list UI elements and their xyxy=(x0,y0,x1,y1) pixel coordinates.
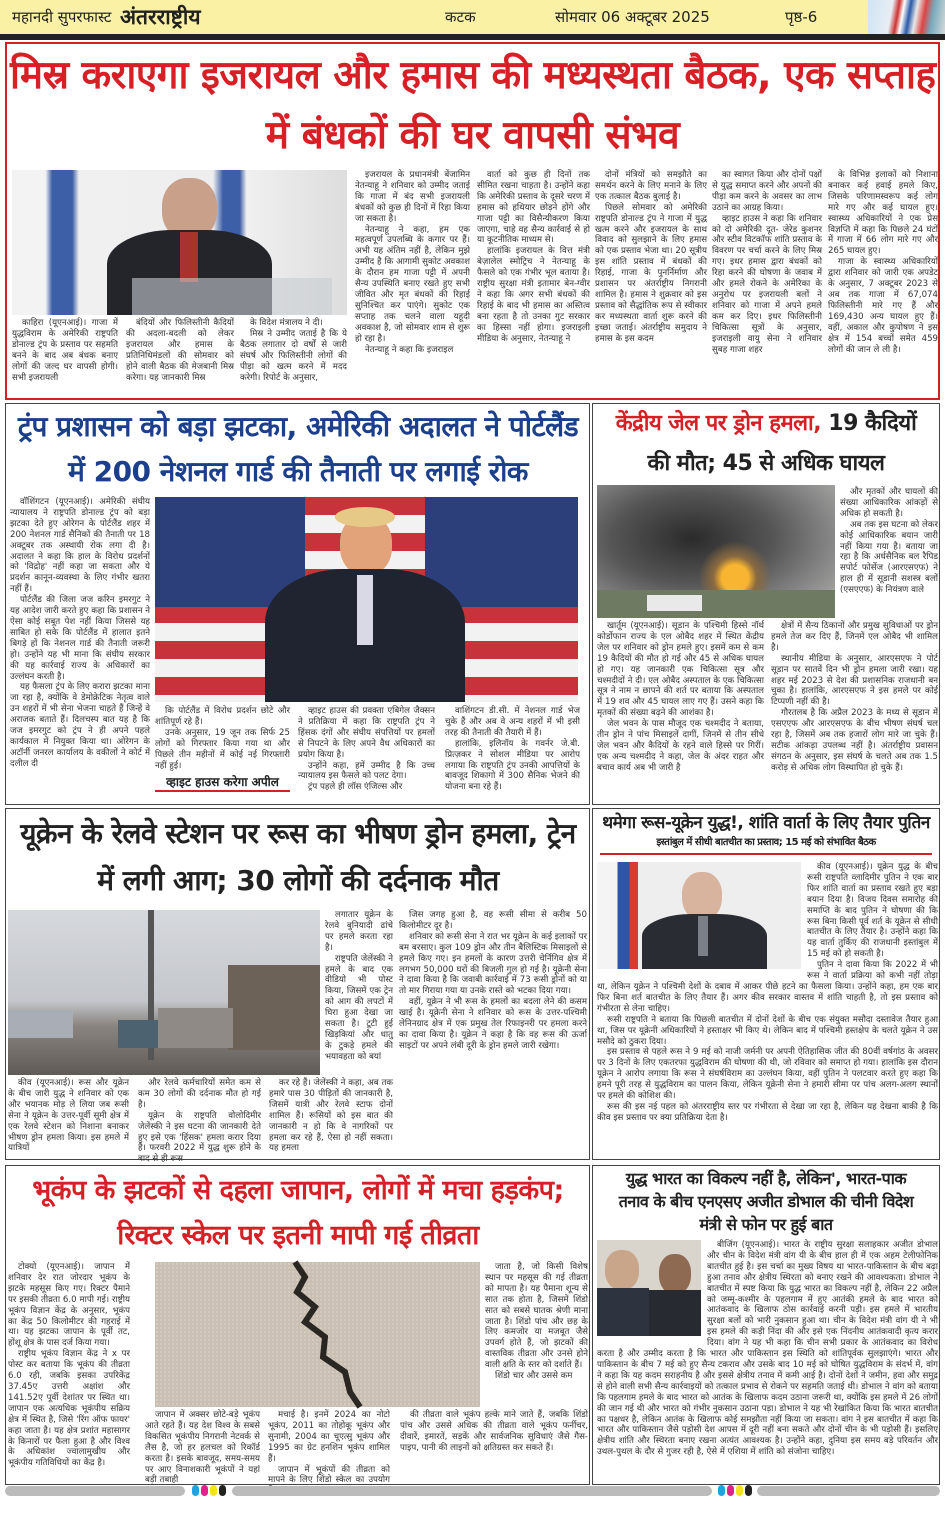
paragraph: वाशिंगटन डी.सी. में नेशनल गार्ड भेज चुके हैं और अब वे अन्य शहरों में भी इसी तरह की तैनाती की तैयारी में हैं। xyxy=(445,706,580,738)
paragraph: पिछले सोमवार को अमेरिकी राष्ट्रपति डोनाल्ड ट्रंप ने गाजा में युद्ध खत्म करने और इजरायल के साथ विवाद को सुलझाने के लिए हमास को एक प्रस्ताव भेजा था। 20 सूत्रीय इस शांति प्रस्ताव में बंधकों की रिहाई, गाजा के पुनर्निर्माण और प्रशासन पर अंतर्राष्ट्रीय निगरानी शामिल है। हमास ने शुक्रवार को इस प्रस्ताव को सैद्धांतिक रूप से स्वीकार कर मध्यस्थता वार्ता शुरू करने की इच्छा जताई। अंतर्राष्ट्रीय समुदाय ने हमास के इस कदम xyxy=(595,202,707,344)
paragraph: राष्ट्रपति जेलेंस्की ने हमले के बाद एक वीडियो भी पोस्ट किया, जिसमें एक ट्रेन को आग की लपटों में घिरा हुआ देखा जा सकता है। टूटी हुई खिड़कियां और धातु के टुकड़े हमले की भयावहता को बयां xyxy=(325,953,393,1062)
registration-bar xyxy=(757,1486,940,1496)
paragraph: वॉशिंगटन (यूएनआई)। अमेरिकी संघीय न्यायालय ने राष्ट्रपति डोनाल्ड ट्रंप को बड़ा झटका देते हुए ओरेगन के पोर्टलैंड शहर में 200 नेशनल गार्ड सैनिकों की तैनाती पर 18 अक्टूबर तक अस्थायी रोक लगा दी है। अदालत ने कहा कि हाल के विरोध प्रदर्शनों को 'विद्रोह' नहीं कहा जा सकता और ये प्रदर्शन कानून-व्यवस्था के लिए गंभीर खतरा नहीं हैं। xyxy=(10,497,150,595)
paragraph: जेल भवन के पास मौजूद एक चश्मदीद ने बताया, तीन ड्रोन ने पांच मिसाइलें दागीं, जिनमें से तीन सीधे जेल भवन और कैदियों के रहने वाले हिस्से पर गिरीं। एक अन्य चश्मदीद ने कहा, जेल के अंदर राहत और बचाव कार्य अब भी जारी है xyxy=(597,719,764,773)
paragraph: गाजा के स्वास्थ्य अधिकारियों द्वारा शनिवार को जारी एक अपडेट के अनुसार, 7 अक्टूबर 2023 से अब तक गाजा में 67,074 फिलिस्तीनी मारे गए हैं और 169,430 अन्य घायल हुए हैं। वहीं, अकाल और कुपोषण ने इस क्षेत्र में 154 बच्चों समेत 459 लोगों की जान ले ली है। xyxy=(828,257,938,355)
cmyk-dot xyxy=(219,1485,226,1496)
text-column xyxy=(597,862,938,1156)
paragraph: स्थानीय मीडिया के अनुसार, आरएसएफ ने पोर्ट सूडान पर सातवें दिन भी ड्रोन हमला जारी रखा। यह शहर मई 2023 से देश की प्रशासनिक राजधानी बन चुका है। हालांकि, आरएसएफ ने इस हमले पर कोई टिप्पणी नहीं की है। xyxy=(771,653,938,708)
headline-black-part: 19 कैदियों xyxy=(828,411,917,436)
cmyk-dot xyxy=(727,1485,734,1496)
date: सोमवार 06 अक्टूबर 2025 xyxy=(555,8,710,26)
paragraph: वहीं, यूक्रेन ने भी रूस के हमलों का बदला लेने की कसम खाई है। यूक्रेनी सेना ने शनिवार को रूस के उत्तर-पश्चिमी लेनिनग्राद क्षेत्र में एक प्रमुख तेल रिफाइनरी पर हमला करने का दावा किया है। यूक्रेन ने कहा है कि वह रूस की ऊर्जा साइटों पर अपने लंबी दूरी के ड्रोन हमले जारी रखेगा। xyxy=(399,997,587,1051)
subheadline-putin xyxy=(600,836,932,855)
headline-line: में 200 नेशनल गार्ड की तैनाती पर लगाई रोक xyxy=(68,455,528,488)
paragraph: यूक्रेन के राष्ट्रपति वोलोदिमीर जेलेंस्की ने इस घटना की जानकारी देते हुए इसे एक 'हिंसक' हमला करार दिया है। फरवरी 2022 में युद्ध शुरू होने के बाद से ही रूस xyxy=(138,1110,261,1165)
newspaper-name: महानदी सुपरफास्ट xyxy=(12,8,112,26)
paragraph: जाता है, जो किसी विशेष स्थान पर महसूस की गई तीव्रता को मापता है। यह पैमाना शून्य से सात तक होता है, जिसमें शिंडो सात को सबसे घातक श्रेणी माना जाता है। शिंडो पांच और छह के लिए कमजोर या मजबूत जैसे उपवर्ग होते हैं, जो झटकों की वास्तविक तीव्रता और उनसे होने वाली क्षति के स्तर को दर्शाते हैं। xyxy=(485,1262,588,1371)
headline-ukraine xyxy=(8,810,588,904)
paragraph: मिस्र ने उम्मीद जताई है कि ये बैठक लगातार दो वर्षों से जारी संघर्ष और फिलिस्तीनी लोगों की पीड़ा को खत्म करने में मदद करेगी। रिपोर्ट के अनुसार, xyxy=(240,328,347,383)
headline-line: तनाव के बीच एनएसए अजीत डोभाल की चीनी विदेश xyxy=(618,1192,914,1211)
page-number: पृष्ठ-6 xyxy=(785,8,818,26)
cmyk-dot xyxy=(192,1485,199,1496)
subheadline-text: इस्तांबुल में सीधी बातचीत का प्रस्ताव; 15 मई को संभावित बैठक xyxy=(656,837,876,848)
paragraph: कीव (यूएनआई)। यूक्रेन युद्ध के बीच रूसी राष्ट्रपति व्लादिमीर पुतिन ने एक बार फिर शांति वार्ता का प्रस्ताव रखते हुए बड़ा बयान दिया है। विजय दिवस समारोह की समाप्ति के बाद पुतिन ने घोषणा की कि रूस बिना किसी पूर्व शर्त के यूक्रेन से सीधी बातचीत के लिए तैयार है। उन्होंने कहा कि यह वार्ता तुर्किए की राजधानी इस्तांबुल में 15 मई को हो सकती है। xyxy=(807,862,938,960)
earthquake-crack-photo xyxy=(155,1262,480,1407)
doval-wangyi-photo xyxy=(597,1240,701,1336)
paragraph: और रेलवे कर्मचारियों समेत कम से कम 30 लोगों की दर्दनाक मौत हो गई है। xyxy=(138,1078,261,1110)
subheading-text: व्हाइट हाउस करेगा अपील xyxy=(166,775,279,790)
paragraph: रूस की इस नई पहल को अंतरराष्ट्रीय स्तर पर गंभीरता से देखा जा रहा है, लेकिन यह देखना बाकी है कि कीव इस प्रस्ताव पर क्या प्रतिक्रिया देता है। xyxy=(597,1101,938,1123)
crack-graphic xyxy=(155,1262,480,1407)
text-column xyxy=(138,1078,261,1165)
paragraph: और मृतकों और घायलों की संख्या आधिकारिक आंकड़ों से अधिक हो सकती है। xyxy=(840,487,938,519)
text-column xyxy=(840,487,938,621)
text-column xyxy=(298,706,435,802)
headline-doval xyxy=(594,1167,938,1236)
paragraph: जापान में अक्सर छोटे-बड़े भूकंप आते रहते हैं। यह देश विश्व के सबसे विकसित भूकंपीय निगरानी नेटवर्क से लैस है, जो हर हलचल को रिकॉर्ड करता है। इसके बावजूद, समय-समय पर आए विनाशकारी भूकंपों ने यहां बड़ी तबाही xyxy=(145,1410,260,1486)
text-column xyxy=(477,170,590,393)
paragraph: जापान में भूकंपों की तीव्रता को मापने के लिए शिंडो स्केल का उपयोग xyxy=(268,1464,390,1486)
text-column xyxy=(400,1410,588,1482)
headline-line: भूकंप के झटकों से दहला जापान, लोगों में मचा हड़कंप; xyxy=(32,1175,564,1206)
header-divider xyxy=(0,34,945,40)
paragraph: दोनों मंत्रियों को समझौते का समर्थन करने के लिए मनाने के लिए एक तत्काल बैठक बुलाई है। xyxy=(595,170,707,202)
paragraph: यह फैसला ट्रंप के लिए करारा झटका माना जा रहा है, क्योंकि वे डेमोक्रेटिक नेतृत्व वाले उन शहरों में भी सेना भेजना चाहते हैं जिन्हें वे अराजक बताते हैं। दिलचस्प बात यह है कि जज इमरगुट को ट्रंप ने ही अपने पहले कार्यकाल में नियुक्त किया था। ओरेगन के अटॉर्नी जनरल कार्यालय के वकीलों ने कोर्ट में दलील दी xyxy=(10,682,150,769)
headline-line: रिक्टर स्केल पर इतनी मापी गई तीव्रता xyxy=(117,1220,479,1251)
text-column xyxy=(145,1410,260,1486)
putin-photo xyxy=(597,862,801,969)
paragraph: रूसी राष्ट्रपति ने बताया कि पिछली बातचीत में दोनों देशों के बीच एक संयुक्त मसौदा दस्तावेज तैयार हुआ था, जिस पर यूक्रेनी अधिकारियों ने हस्ताक्षर भी किए थे। लेकिन बाद में पश्चिमी हस्तक्षेप के चलते यूक्रेन ने उस मसौदे को ठुकरा दिया। xyxy=(597,1014,938,1047)
train-attack-photo xyxy=(8,910,320,1075)
headline-line: यूक्रेन के रेलवे स्टेशन पर रूस का भीषण ड्रोन हमला, ट्रेन xyxy=(20,817,576,850)
paragraphs xyxy=(155,706,290,771)
paragraph: के विदेश मंत्रालय ने दी। xyxy=(250,318,323,328)
headline-red-part: केंद्रीय जेल पर ड्रोन हमला, xyxy=(615,411,822,436)
text-column xyxy=(597,621,764,803)
drone-attack-photo xyxy=(597,485,835,618)
headline-line: में लगी आग; 30 लोगों की दर्दनाक मौत xyxy=(97,864,499,897)
headline-line: मिस्र कराएगा इजरायल और हमास की मध्यस्थता बैठक, एक सप्ताह xyxy=(10,53,936,98)
text-column xyxy=(828,170,938,393)
headline-trump xyxy=(8,404,588,494)
headline-line: मंत्री से फोन पर हुई बात xyxy=(699,1215,833,1234)
cmyk-dot xyxy=(210,1485,217,1496)
cmyk-dot xyxy=(745,1485,752,1496)
paragraph: काहिरा (यूएनआई)। गाजा में युद्धविराम के अमेरिकी राष्ट्रपति डोनाल्ड ट्रंप के प्रस्ताव पर सहमति बनने के बाद अब बंधक बनाए लोगों की जल्द घर वापसी होगी। सभी इजरायली xyxy=(12,318,118,383)
text-column xyxy=(155,706,290,802)
paragraph: लगातार यूक्रेन के रेलवे बुनियादी ढांचे पर हमले करता रहा है। xyxy=(325,910,393,953)
text-column xyxy=(445,706,580,802)
headline-line: में बंधकों की घर वापसी संभव xyxy=(265,113,680,158)
paragraph: शिंडो चार और उससे कम xyxy=(495,1371,573,1382)
headline-gaza xyxy=(10,46,935,166)
text-column xyxy=(771,621,938,803)
text-column xyxy=(268,1410,390,1486)
paragraph: कि पोर्टलैंड में विरोध प्रदर्शन छोटे और शांतिपूर्ण रहे हैं। xyxy=(155,706,290,727)
text-column xyxy=(10,497,150,802)
headline-line: ट्रंप प्रशासन को बड़ा झटका, अमेरिकी अदालत ने पोर्टलैंड xyxy=(17,410,579,443)
paragraph: व्हाइट हाउस ने कहा कि शनिवार को दो अमेरिकी दूत- जेरेड कुशनर और स्टीव विटकॉफ शांति प्रस्ताव के विवरण पर चर्चा करने के लिए मिस्र गए। इधर हमास द्वारा बंधकों को रिहा करने की घोषणा के जवाब में और हमले रोकने के अमेरिका के अनुरोध पर इजरायली बलों ने शनिवार को गाजा में अपने हमले कम कर दिए। इधर फिलिस्तीनी चिकित्सा सूत्रों के अनुसार, इजराइली वायु सेना ने शनिवार सुबह गाजा शहर xyxy=(712,213,822,355)
paragraph: की तीव्रता वाले भूकंप हल्के माने जाते हैं, जबकि शिंडो पांच और उससे अधिक की तीव्रता वाले भूकंप फर्नीचर, दीवारें, इमारतें, सड़कें और सार्वजनिक सुविधाएं जैसे गैस-पाइप, पानी की लाइनों को क्षतिग्रस्त कर सकते हैं। xyxy=(400,1410,588,1453)
paragraph: उन्होंने कहा, हमें उम्मीद है कि उच्च न्यायालय इस फैसले को पलट देगा। xyxy=(298,760,435,782)
headline-putin xyxy=(594,811,938,835)
paragraph: कर रहे हैं। जेलेंस्की ने कहा, अब तक हमारे पास 30 पीड़ितों की जानकारी है, जिसमें यात्री और रेलवे स्टाफ दोनों शामिल हैं। रूसियों को इस बात की जानकारी न हो कि वे नागरिकों पर हमला कर रहे हैं, ऐसा हो नहीं सकता। यह हमला xyxy=(269,1078,393,1154)
registration-bar xyxy=(232,1486,712,1496)
paragraph: जिस जगह हुआ है, वह रूसी सीमा से करीब 50 किलोमीटर दूर है। xyxy=(399,910,587,931)
cmyk-dot xyxy=(718,1485,725,1496)
paragraph: पुतिन ने दावा किया कि 2022 में भी रूस ने वार्ता प्रक्रिया को कभी नहीं तोड़ा था, लेकिन यूक्रेन ने पश्चिमी देशों के दबाव में आकर पीछे हटने का फैसला किया। उन्होंने कहा, हम एक बार फिर बिना शर्त बातचीत के लिए तैयार हैं। अगर कीव सरकार वास्तव में शांति चाहती है, तो इस प्रस्ताव को गंभीरता से लेना चाहिए। xyxy=(597,960,938,1014)
text-column xyxy=(126,318,234,393)
paragraph: के विभिन्न इलाकों को निशाना बनाकर कई हवाई हमले किए, जिसके परिणामस्वरूप कई लोग मारे गए और कई घायल हुए। स्वास्थ्य अधिकारियों ने एक प्रेस विज्ञप्ति में कहा कि पिछले 24 घंटों में गाजा में 66 लोग मारे गए और 265 घायल हुए। xyxy=(828,170,938,257)
text-column xyxy=(712,170,822,393)
headline-line xyxy=(594,404,938,444)
text-column xyxy=(595,170,707,393)
headline-japan xyxy=(8,1168,588,1258)
paragraph: ट्रंप पहले ही लॉस एंजिल्स और xyxy=(308,782,403,793)
paragraph: का स्वागत किया और दोनों पक्षों से युद्ध समाप्त करने और अपनों की पीड़ा कम करने के अवसर का लाभ उठाने का आग्रह किया। xyxy=(712,170,822,213)
paragraph: बंदियों और फिलिस्तीनी कैदियों की अदला-बदली को लेकर इजरायल और हमास के प्रतिनिधिमंडलों की सोमवार को होने वाली बैठक की मेजबानी मिस्र करेगा। यह जानकारी मिस्र xyxy=(126,318,234,383)
headline-sudan xyxy=(594,404,938,484)
netanyahu-photo xyxy=(12,170,347,315)
registration-bar xyxy=(5,1486,185,1496)
text-column xyxy=(485,1262,588,1410)
headline-line: युद्ध भारत का विकल्प नहीं है, लेकिन', भारत-पाक xyxy=(625,1169,907,1188)
paragraph: कीव (यूएनआई)। रूस और यूक्रेन के बीच जारी युद्ध ने शनिवार को एक और भयानक मोड़ ले लिया जब रूसी सेना ने यूक्रेन के उत्तर-पूर्वी सूमी क्षेत्र में एक रेलवे स्टेशन को निशाना बनाकर भीषण ड्रोन हमला किया। इस हमले में यात्रियों xyxy=(8,1078,129,1154)
cmyk-dot xyxy=(736,1485,743,1496)
headline-line: थमेगा रूस-यूक्रेन युद्ध!, शांति वार्ता के लिए तैयार पुतिन xyxy=(602,813,930,833)
paragraph: इस प्रस्ताव से पहले रूस ने 9 मई को नाजी जर्मनी पर अपनी ऐतिहासिक जीत की 80वीं वर्षगांठ के अवसर पर 3 दिनों के लिए एकतरफा युद्धविराम की घोषणा की थी, जो रविवार को समाप्त हो गया। हालांकि इस दौरान यूक्रेन ने आरोप लगाया कि रूस ने संघर्षविराम का उल्लंघन किया, वहीं पुतिन ने पलटवार करते हुए कहा कि हमने पूरी तरह से युद्धविराम का पालन किया, लेकिन यूक्रेनी सेना ने हमारी सीमा पर पांच अलग-अलग स्थानों पर हमले की कोशिश की। xyxy=(597,1047,938,1102)
page-header xyxy=(0,0,945,34)
section-title: अंतरराष्ट्रीय xyxy=(120,5,201,29)
text-column xyxy=(12,318,118,393)
headline-line: की मौत; 45 से अधिक घायल xyxy=(647,451,885,476)
paragraph: नेतन्याहू ने कहा कि इजराइल xyxy=(365,344,454,355)
paragraph: नेतन्याहू ने कहा, हम एक महत्वपूर्ण उपलब्धि के कगार पर हैं। अभी यह अंतिम नहीं है, लेकिन मुझे उम्मीद है कि आगामी सुकोट अवकाश के दौरान हम गाजा पट्टी में अपनी सैन्य उपस्थिति बनाए रखते हुए सभी जीवित और मृत बंधकों की रिहाई सुनिश्चित कर पाएंगे। सुकोट एक सप्ताह तक चलने वाला यहूदी अवकाश है, जो सोमवार शाम से शुरू हो रहा है। xyxy=(355,224,470,344)
paragraph: राष्ट्रीय भूकंप विज्ञान केंद्र ने x पर पोस्ट कर बताया कि भूकंप की तीव्रता 6.0 रही, जबकि इसका उपरिकेंद्र 37.45ए उत्तरी अक्षांश और 141.52ए पूर्वी देशांतर पर स्थित था। जापान एक अत्यधिक भूकंपीय सक्रिय क्षेत्र में स्थित है, जिसे 'रिंग ऑफ फायर' कहा जाता है। यह क्षेत्र प्रशांत महासागर के किनारों पर फैला हुआ है और विश्व के अधिकांश ज्वालामुखीय और भूकंपीय गतिविधियों का केंद्र है। xyxy=(8,1349,130,1469)
paragraph: गौरतलब है कि अप्रैल 2023 के मध्य से सूडान में एसएएफ और आरएसएफ के बीच भीषण संघर्ष चल रहा है, जिसमें अब तक हजारों लोग मारे जा चुके हैं। सटीक आंकड़ा उपलब्ध नहीं है। अंतर्राष्ट्रीय प्रवासन संगठन के अनुसार, इस संघर्ष के चलते अब तक 1.5 करोड़ से अधिक लोग विस्थापित हो चुके हैं। xyxy=(771,708,938,773)
text-column xyxy=(8,1078,129,1158)
paragraph: इजरायल के प्रधानमंत्री बेंजामिन नेतन्याहू ने शनिवार को उम्मीद जताई कि गाजा में बंद सभी इजरायली बंधकों को कुछ ही दिनों में रिहा किया जा सकता है। xyxy=(355,170,470,224)
paragraph: शनिवार को रूसी सेना ने रात भर यूक्रेन के कई इलाकों पर बम बरसाए। कुल 109 ड्रोन और तीन बैलिस्टिक मिसाइलों से हमले किए गए। इन हमलों के कारण उत्तरी चेर्निगिव क्षेत्र में लगभग 50,000 घरों की बिजली गुल हो गई है। यूक्रेनी सेना ने दावा किया है कि जवाबी कार्रवाई में 73 रूसी ड्रोनों को या तो मार गिराया गया या उनके रास्ते को भटका दिया गया। xyxy=(399,931,587,997)
paragraph: हालांकि, इलिनॉय के गवर्नर जे.बी. प्रित्ज़कर ने सोशल मीडिया पर आरोप लगाया कि राष्ट्रपति ट्रंप उनकी आपत्तियों के बावजूद शिकागो में 300 सैनिक भेजने की योजना बना रहे हैं। xyxy=(445,738,580,793)
text-column xyxy=(8,1262,130,1482)
cmyk-dot xyxy=(201,1485,208,1496)
city: कटक xyxy=(445,8,476,26)
paragraph: पोर्टलैंड की जिला जज करिन इमरगुट ने यह आदेश जारी करते हुए कहा कि प्रशासन ने ऐसा कोई सबूत पेश नहीं किया जिससे यह साबित हो सके कि पोर्टलैंड में हालात इतने बिगड़े हों कि नेशनल गार्ड की तैनाती जरूरी हो। उन्होंने यह भी माना कि संघीय सरकार की यह कार्रवाई राज्य के अधिकारों का उल्लंघन करती है। xyxy=(10,595,150,682)
paragraph: क्षेत्रों में सैन्य ठिकानों और प्रमुख सुविधाओं पर ड्रोन हमले तेज कर दिए हैं, जिनमें एल ओबैद भी शामिल है। xyxy=(771,621,938,653)
paragraph: उनके अनुसार, 19 जून तक सिर्फ 25 लोगों को गिरफ्तार किया गया था और पिछले तीन महीनों में कोई नई गिरफ्तारी नहीं हुई। xyxy=(155,727,290,771)
text-column xyxy=(269,1078,393,1158)
paragraph: हालांकि इजरायल के वित्त मंत्री बेज़ालेल स्मोट्रिच ने नेतन्याहू के फैसले को एक गंभीर भूल बताया है। राष्ट्रीय सुरक्षा मंत्री इतामार बेन-ग्वीर ने कहा कि अगर सभी बंधकों की रिहाई के बाद भी हमास का अस्तित्व बना रहता है तो उनका गुट सरकार का हिस्सा नहीं होगा। इजराइली मीडिया के अनुसार, नेतन्याहू ने xyxy=(477,246,590,344)
subheading xyxy=(155,777,290,792)
paragraph: मचाई है। इनमें 2024 का नोटो भूकंप, 2011 का तोहोकू भूकंप और सुनामी, 2004 का चूएत्सु भूकंप और 1995 का ग्रेट हनशिन भूकंप शामिल हैं। xyxy=(268,1410,390,1464)
text-column xyxy=(325,910,393,1076)
trump-photo xyxy=(155,497,578,702)
paragraph: वार्ता को कुछ ही दिनों तक सीमित रखना चाहता है। उन्होंने कहा कि अमेरिकी प्रस्ताव के दूसरे चरण में हमास को हथियार छोड़ने होंगे और गाजा पट्टी का विसैन्यीकरण किया जाएगा, चाहे वह सैन्य कार्रवाई से हो या कूटनीतिक माध्यम से। xyxy=(477,170,590,246)
paragraph: खार्तूम (यूएनआई)। सूडान के पश्चिमी हिस्से नॉर्थ कोर्डोफान राज्य के एल ओबैद शहर में स्थित केंद्रीय जेल पर शनिवार को ड्रोन हमले हुए। इसमें कम से कम 19 कैदियों की मौत हो गई और 45 से अधिक घायल हो गए। यह जानकारी एक चिकित्सा सूत्र और चश्मदीदों ने दी। एल ओबैद अस्पताल के एक चिकित्सा सूत्र ने नाम न छापने की शर्त पर बताया कि अस्पताल में 19 शव और 45 घायल लाए गए हैं। उसने कहा कि मृतकों की संख्या बढ़ने की आशंका है। xyxy=(597,621,764,719)
paragraph: बीजिंग (यूएनआई)। भारत के राष्ट्रीय सुरक्षा सलाहकार अजीत डोभाल और चीन के विदेश मंत्री वांग यी के बीच हाल ही में एक अहम टेलीफोनिक बातचीत हुई है। इस चर्चा का मुख्य विषय था भारत-पाकिस्तान के बीच बढ़ा हुआ तनाव और क्षेत्रीय स्थिरता को बनाए रखने की आवश्यकता। डोभाल ने बातचीत में स्पष्ट किया कि युद्ध भारत का विकल्प नहीं है, लेकिन 22 अप्रैल को जम्मू-कश्मीर के पहलगाम में हुए आतंकी हमले के बाद भारत को आतंकवाद के खिलाफ ठोस कार्रवाई करनी पड़ी। इस हमले में भारतीय सुरक्षा बलों को भारी नुकसान हुआ था। चीन के विदेश मंत्री वांग यी ने भी इस हमले की कड़ी निंदा की और इसे एक निंदनीय आतंकवादी कृत्य करार दिया। वांग ने यह भी कहा कि चीन सभी प्रकार के आतंकवाद का विरोध करता है और उम्मीद करता है कि भारत और पाकिस्तान इस स्थिति को शांतिपूर्वक सुलझाएंगे। भारत और पाकिस्तान के बीच 7 मई को हुए सैन्य टकराव और उसके बाद 10 मई को घोषित युद्धविराम के संदर्भ में, वांग ने कहा कि यह कदम सराहनीय है और इससे क्षेत्रीय तनाव में कमी आई है। दोनों देशों ने जमीन, हवा और समुद्र से होने वाली सभी सैन्य कार्रवाइयों को तत्काल प्रभाव से रोकने पर सहमति जताई थी। डोभाल ने वांग को बताया कि पहलगाम हमले के बाद भारत को आतंक के खिलाफ कदम उठाना जरूरी था, क्योंकि इस हमले में 26 लोगों की जान गई थी और भारत को गंभीर नुकसान उठाना पड़ा। डोभाल ने यह भी रेखांकित किया कि भारत बातचीत का पक्षधर है, लेकिन आतंक के खिलाफ कोई समझौता नहीं किया जा सकता। वांग ने इस बातचीत में कहा कि भारत और पाकिस्तान जैसे पड़ोसी देश आपस में दूरी नहीं बना सकते और दोनों चीन के भी पड़ोसी हैं। इसलिए क्षेत्रीय शांति और स्थिरता बनाए रखना अत्यंत आवश्यक है। उन्होंने कहा, दुनिया इस समय बड़े परिवर्तन और उथल-पुथल के दौर से गुजर रही है, ऐसे में एशिया में शांति को संजोना चाहिए। xyxy=(597,1240,938,1458)
text-column xyxy=(597,1240,938,1482)
paragraph: टोक्यो (यूएनआई)। जापान में शनिवार देर रात जोरदार भूकंप के झटके महसूस किए गए। रिक्टर पैमाने पर इसकी तीव्रता 6.0 मापी गई। राष्ट्रीय भूकंप विज्ञान केंद्र के अनुसार, भूकंप का केंद्र 50 किलोमीटर की गहराई में था। यह झटका जापान के पूर्वी तट, होंशू क्षेत्र के पास दर्ज किया गया। xyxy=(8,1262,130,1349)
text-column xyxy=(399,910,587,1158)
text-column xyxy=(355,170,470,393)
paragraph: अब तक इस घटना को लेकर कोई आधिकारिक बयान जारी नहीं किया गया है। बताया जा रहा है कि अर्धसैनिक बल रैपिड सपोर्ट फोर्सेज (आरएसएफ) ने हाल ही में सूडानी सशस्त्र बलों (एसएएफ) के नियंत्रण वाले xyxy=(840,519,938,596)
paragraph: व्हाइट हाउस की प्रवक्ता एबिगेल जैक्सन ने प्रतिक्रिया में कहा कि राष्ट्रपति ट्रंप ने हिंसक दंगों और संघीय संपत्तियों पर हमलों से निपटने के लिए अपने वैध अधिकारों का प्रयोग किया है। xyxy=(298,706,435,760)
text-column xyxy=(240,318,347,393)
